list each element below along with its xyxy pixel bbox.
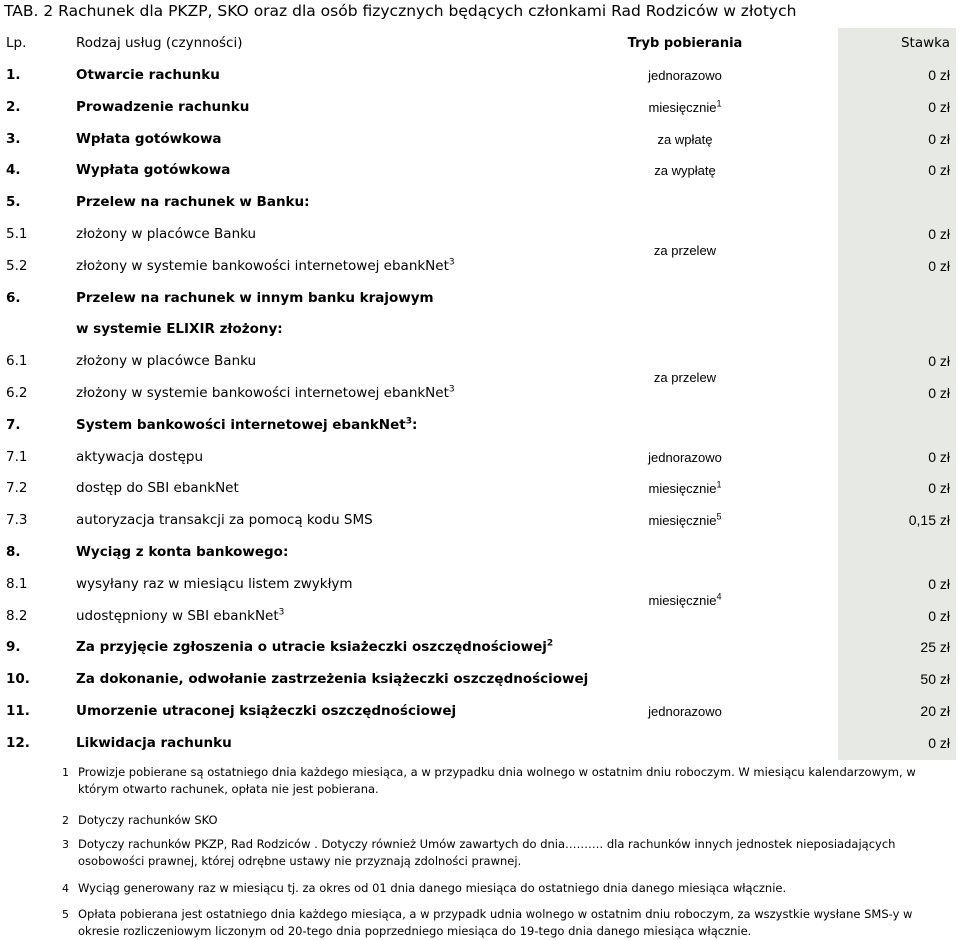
- row-name: [76, 251, 455, 282]
- footnote-ref: 3: [278, 607, 285, 618]
- row-lp: 2.: [6, 98, 21, 115]
- rate-cell: [838, 505, 956, 537]
- row-name-text: Wyciąg z konta bankowego:: [76, 543, 289, 560]
- row-mode-text: miesięcznie: [648, 99, 717, 115]
- row-name: [76, 346, 256, 377]
- row-name-text: złożony w placówce Banku: [76, 353, 257, 370]
- row-lp: 8.: [6, 543, 21, 560]
- table-row: [0, 505, 956, 537]
- row-mode: [560, 442, 810, 473]
- row-name: [76, 664, 588, 695]
- row-name: [76, 155, 230, 186]
- table-row: [0, 537, 956, 569]
- rate-cell: [838, 569, 956, 601]
- rate-cell: [838, 601, 956, 633]
- row-name-text: udostępniony w SBI ebankNet: [76, 607, 279, 624]
- row-name: [76, 601, 284, 632]
- row-lp: 7.1: [6, 448, 28, 465]
- row-lp: 3.: [6, 130, 21, 147]
- footnote-ref: 3: [448, 384, 455, 395]
- merged-mode-text: za przelew: [653, 370, 717, 386]
- footnote-text: Prowizje pobierane są ostatniego dnia każdego miesiąca, a w przypadku dnia wolnego w ostatnim dniu roboczym. W miesiącu kalendarzowym, w którym otwarto rachunek, opłata nie jest pobierana.: [78, 765, 916, 796]
- rate-cell: [838, 473, 956, 505]
- row-mode-text: za wypłatę: [654, 163, 716, 179]
- header-lp: Lp.: [6, 35, 27, 51]
- row-name-suffix: :: [411, 416, 418, 433]
- rate-cell: [838, 251, 956, 283]
- row-name: [76, 632, 553, 663]
- row-name-text: Prowadzenie rachunku: [76, 98, 250, 115]
- table-row: [0, 601, 956, 633]
- row-name: [76, 60, 220, 91]
- row-name: [76, 473, 239, 504]
- row-lp: 6.1: [6, 353, 28, 370]
- row-name-text: złożony w systemie bankowości internetowej ebankNet: [76, 257, 449, 274]
- rate-cell: [838, 314, 956, 346]
- row-mode: [560, 124, 810, 155]
- row-rate: 0 zł: [928, 480, 950, 497]
- row-rate: 0 zł: [928, 607, 950, 624]
- footnote-ref: 1: [716, 98, 722, 109]
- row-rate: 0 zł: [928, 67, 950, 83]
- table-row: [0, 696, 956, 728]
- row-name-text: Wpłata gotówkowa: [76, 130, 222, 147]
- row-rate: 0 zł: [928, 98, 950, 115]
- row-name: [76, 410, 417, 441]
- row-name: [76, 537, 288, 568]
- header-rate-cell: [838, 28, 956, 60]
- footnote-text: Opłata pobierana jest ostatniego dnia każdego miesiąca, a w przypadk udnia wolnego w ostatnim dniu roboczym, za wszystkie wysłane SMS-y w okresie rozliczeniowym liczonym od 20-tego dnia poprzedniego miesiąca do 19-tego dnia danego miesiąca włącznie.: [78, 907, 913, 938]
- row-name-text: Przelew na rachunek w innym banku krajowym: [76, 289, 434, 306]
- rate-cell: [838, 410, 956, 442]
- row-name: [76, 696, 456, 727]
- rate-cell: [838, 155, 956, 187]
- footnote-text: Dotyczy rachunków SKO: [78, 813, 218, 827]
- row-mode: [560, 155, 810, 186]
- row-name: [76, 314, 283, 345]
- row-lp: 1.: [6, 67, 21, 83]
- footnote-text: Wyciąg generowany raz w miesiącu tj. za okres od 01 dnia danego miesiąca do ostatniego dnia danego miesiąca włącznie.: [78, 881, 787, 895]
- rate-cell: [838, 632, 956, 664]
- table-row: [0, 60, 956, 92]
- footnote-ref: 3: [405, 416, 412, 427]
- table-row: [0, 378, 956, 410]
- row-lp: 5.2: [6, 257, 28, 274]
- table-row: [0, 314, 956, 346]
- row-name: [76, 442, 203, 473]
- row-mode-text: jednorazowo: [648, 449, 722, 465]
- footnote-ref: 1: [716, 480, 722, 491]
- row-name: [76, 728, 232, 759]
- row-name-text: Otwarcie rachunku: [76, 67, 220, 83]
- rate-cell: [838, 696, 956, 728]
- table-row: [0, 155, 956, 187]
- table-row: [0, 632, 956, 664]
- row-lp: 6.: [6, 289, 21, 306]
- footnote-ref: 3: [448, 257, 455, 268]
- table-row: [0, 664, 956, 696]
- table-row: [0, 442, 956, 474]
- rate-cell: [838, 124, 956, 156]
- row-mode-text: jednorazowo: [648, 68, 722, 83]
- row-mode: [560, 473, 810, 504]
- header-name: Rodzaj usług (czynności): [76, 35, 243, 51]
- row-lp: 7.3: [6, 512, 28, 529]
- row-lp: 5.: [6, 194, 21, 211]
- merged-mode-cell: [560, 219, 810, 283]
- row-name-text: Wypłata gotówkowa: [76, 162, 231, 179]
- rate-cell: [838, 92, 956, 124]
- row-rate: 0 zł: [928, 130, 950, 147]
- row-lp: 7.: [6, 416, 21, 433]
- row-lp: 10.: [6, 671, 30, 688]
- row-rate: 0 zł: [928, 575, 950, 592]
- row-name-text: Likwidacja rachunku: [76, 734, 232, 751]
- header-rate: Stawka: [900, 35, 950, 51]
- table-row: [0, 410, 956, 442]
- row-mode: [560, 92, 810, 123]
- table-row: [0, 728, 956, 760]
- row-rate: 0 zł: [928, 162, 950, 179]
- row-name-text: Za dokonanie, odwołanie zastrzeżenia książeczki oszczędnościowej: [76, 671, 589, 688]
- row-name-text: Umorzenie utraconej książeczki oszczędnościowej: [76, 702, 457, 719]
- row-lp: 5.1: [6, 225, 28, 242]
- footnote-number: 4: [62, 882, 69, 895]
- row-name: [76, 505, 373, 536]
- row-name-text: Przelew na rachunek w Banku:: [76, 194, 310, 211]
- row-rate: 0 zł: [928, 384, 950, 401]
- row-name: [76, 378, 455, 409]
- row-name: [76, 219, 256, 250]
- row-name: [76, 124, 222, 155]
- footnote-text: Dotyczy rachunków PKZP, Rad Rodziców . Dotyczy również Umów zawartych do dnia………. dla rachunków innych jednostek nieposiadających osobowości prawnej, której odrębne ustawy nie przyznają zdolności prawnej.: [78, 837, 896, 868]
- row-mode: [560, 60, 810, 91]
- footnote-number: 5: [62, 908, 69, 921]
- row-lp: 4.: [6, 162, 21, 179]
- row-name-text: złożony w placówce Banku: [76, 225, 257, 242]
- table-row: [0, 124, 956, 156]
- rate-cell: [838, 346, 956, 378]
- row-lp: 8.1: [6, 575, 28, 592]
- table-header: [0, 28, 956, 60]
- table-row: [0, 346, 956, 378]
- rate-cell: [838, 219, 956, 251]
- rate-cell: [838, 728, 956, 760]
- rate-cell: [838, 283, 956, 315]
- rate-cell: [838, 537, 956, 569]
- footnote-number: 3: [62, 838, 69, 851]
- row-name: [76, 283, 434, 314]
- row-rate: 20 zł: [920, 702, 950, 719]
- rate-cell: [838, 60, 956, 92]
- row-name-text: dostęp do SBI ebankNet: [76, 480, 239, 497]
- merged-mode-cell: [560, 664, 810, 759]
- row-rate: 0 zł: [928, 448, 950, 465]
- row-name-text: aktywacja dostępu: [76, 448, 204, 465]
- row-name-text: System bankowości internetowej ebankNet: [76, 416, 406, 433]
- table-row: [0, 473, 956, 505]
- row-rate: 0 zł: [928, 225, 950, 242]
- row-name: [76, 92, 249, 123]
- rate-cell: [838, 664, 956, 696]
- row-mode-text: za wpłatę: [657, 131, 713, 147]
- row-name: [76, 569, 353, 600]
- row-lp: 11.: [6, 702, 30, 719]
- row-lp: 8.2: [6, 607, 28, 624]
- merged-mode-cell: [560, 569, 810, 633]
- table-row: [0, 219, 956, 251]
- row-lp: 7.2: [6, 480, 28, 497]
- row-rate: 0 zł: [928, 353, 950, 370]
- row-rate: 50 zł: [920, 671, 950, 688]
- rate-cell: [838, 378, 956, 410]
- row-mode-text: miesięcznie: [648, 481, 717, 497]
- table-row: [0, 569, 956, 601]
- row-name-text: autoryzacja transakcji za pomocą kodu SMS: [76, 512, 373, 529]
- merged-mode-text: miesięcznie: [648, 592, 717, 608]
- table-row: [0, 92, 956, 124]
- row-lp: 9.: [6, 639, 21, 656]
- rate-cell: [838, 187, 956, 219]
- row-lp: 6.2: [6, 384, 28, 401]
- rate-cell: [838, 442, 956, 474]
- row-rate: 0,15 zł: [908, 512, 950, 529]
- row-rate: 0 zł: [928, 257, 950, 274]
- footnote-number: 2: [62, 814, 69, 827]
- table-row: [0, 283, 956, 315]
- row-name-text: w systemie ELIXIR złożony:: [76, 321, 283, 338]
- row-lp: 12.: [6, 734, 30, 751]
- row-rate: 0 zł: [928, 734, 950, 751]
- row-name-text: Za przyjęcie zgłoszenia o utracie ksiażeczki oszczędnościowej: [76, 639, 547, 656]
- header-mode: Tryb pobierania: [627, 36, 743, 51]
- footnote-ref: 4: [716, 591, 722, 602]
- footnote-ref: 5: [716, 511, 722, 522]
- row-mode: [560, 505, 810, 536]
- table-row: [0, 187, 956, 219]
- row-name-text: wysyłany raz w miesiącu listem zwykłym: [76, 575, 353, 592]
- footnote-ref: 2: [546, 638, 554, 649]
- table-row: [0, 251, 956, 283]
- fees-table: [0, 28, 956, 760]
- merged-mode-text: jednorazowo: [648, 704, 722, 720]
- row-name: [76, 187, 310, 218]
- page-title: TAB. 2 Rachunek dla PKZP, SKO oraz dla osób fizycznych będących członkami Rad Rodziców w złotych: [4, 2, 797, 20]
- merged-mode-text: za przelew: [653, 243, 717, 258]
- row-mode-text: miesięcznie: [648, 513, 717, 529]
- row-name-text: złożony w systemie bankowości internetowej ebankNet: [76, 384, 449, 401]
- row-rate: 25 zł: [920, 639, 950, 656]
- footnote-number: 1: [62, 766, 69, 779]
- merged-mode-cell: [560, 346, 810, 410]
